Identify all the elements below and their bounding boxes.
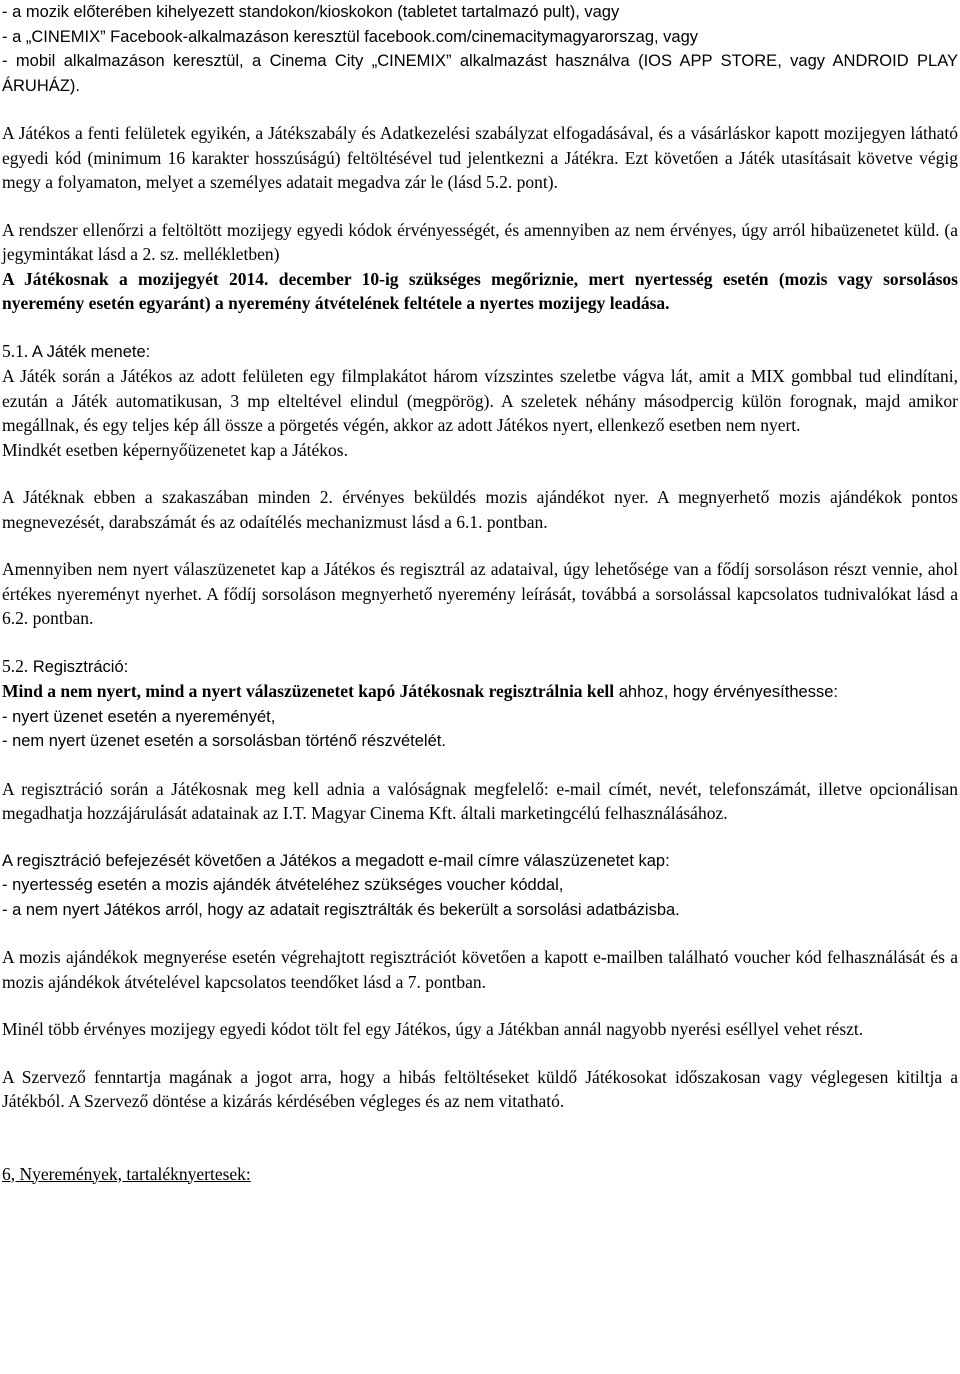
section-heading-5-1 — [2, 339, 958, 365]
paragraph-game-message: Mindkét esetben képernyőüzenetet kap a Játékos. — [2, 439, 348, 460]
paragraph-stage — [2, 485, 958, 534]
list-item: - nem nyert üzenet esetén a sorsolásban történő részvételét. — [2, 732, 446, 750]
paragraph-registration — [2, 679, 958, 705]
paragraph-more-codes: Minél több érvényes mozijegy egyedi kódot tölt fel egy Játékos, úgy a Játékban annál nagyobb nyerési eséllyel vehet részt. — [2, 1019, 864, 1039]
registration-list — [2, 705, 958, 754]
paragraph-voucher: A mozis ajándékok megnyerése esetén végrehajtott regisztrációt követően a kapott e-mailben található voucher kód felhasználását és a mozis ajándékok átvételével kapcsolatos teendőket lásd a 7. pontban. — [2, 947, 958, 992]
list-item: - nyert üzenet esetén a nyereményét, — [2, 707, 276, 726]
paragraph-login-b: Ezt követően a Játék utasításait követve végig megy a folyamaton, melyet a személyes adatait megadva zár le (lásd 5.2. pont). — [2, 147, 958, 192]
section-number: 5.2. — [2, 655, 29, 676]
paragraph-no-win — [2, 557, 958, 631]
paragraph-code-check: A rendszer ellenőrzi a feltöltött mozijegy egyedi kódok érvényességét, és amennyiben az nem érvényes, úgy arról hibaüzenetet küld. (a jegymintákat lásd a 2. sz. mellékletben) — [2, 219, 958, 264]
paragraph-game-flow-a: A Játék során a Játékos az adott felületen egy filmplakátot három vízszintes szeletbe vágva lát, amit a MIX gombbal tud elindítani, ezután a Játék automatikusan, 3 mp elteltével elindul (megpörög). — [2, 366, 958, 411]
paragraph-organizer-a: A Szervező fenntartja magának a jogot arra, hogy a hibás feltöltéseket küldő Játékosokat időszakosan vagy véglegesen kitiltja a Játékból. — [2, 1066, 958, 1111]
registration-required-text: Mind a nem nyert, mind a nyert válaszüzenetet kapó Játékosnak regisztrálnia kell — [2, 681, 615, 701]
list-item: - a nem nyert Játékos arról, hogy az adatait regisztrálták és bekerült a sorsolási adatbázisba. — [2, 900, 680, 919]
intro-list-item: - a „CINEMIX” Facebook-alkalmazáson keresztül facebook.com/cinemacitymagyarorszag, vagy — [2, 27, 699, 46]
after-registration-list — [2, 873, 958, 922]
section-number: 5.1. — [2, 340, 29, 361]
paragraph-no-win-b: A fődíj sorsoláson megnyerhető nyeremény leírását, továbbá a sorsolással kapcsolatos tudnivalókat lásd a 6.2. pontban. — [2, 583, 958, 628]
paragraph-after-registration: A regisztráció befejezését követően a Játékos a megadott e-mail címre válaszüzenetet kap: — [2, 851, 670, 870]
paragraph-organizer-b: A Szervező döntése a kizárás kérdésében végleges és az nem vitatható. — [64, 1091, 565, 1111]
paragraph-login — [2, 121, 958, 195]
paragraph-keep-ticket: A Játékosnak a mozijegyét 2014. december 10-ig szükséges megőriznie, mert nyertesség esetén (mozis vagy sorsolásos nyeremény esetén egyaránt) a nyeremény átvételének feltétele a nyertes mozijegy leadása. — [2, 268, 958, 313]
section-title: Regisztráció: — [28, 657, 129, 676]
paragraph-registration-data: A regisztráció során a Játékosnak meg kell adnia a valóságnak megfelelő: e-mail címét, nevét, telefonszámát, illetve opcionálisan megadhatja hozzájárulását adatainak az I.T. Magyar Cinema Kft. általi marketingcélú felhasználásához. — [2, 778, 958, 823]
section-heading-6: 6, Nyeremények, tartaléknyertesek: — [2, 1163, 251, 1184]
section-title: A Játék menete: — [28, 342, 151, 361]
paragraph-no-win-a: Amennyiben nem nyert válaszüzenetet kap a Játékos és regisztrál az adataival, úgy lehetősége van a fődíj sorsoláson részt vennie, ahol értékes nyereményt nyerhet. — [2, 559, 958, 604]
paragraph-game-flow — [2, 364, 958, 438]
paragraph-organizer — [2, 1065, 958, 1114]
intro-list-item: - mobil alkalmazáson keresztül, a Cinema City „CINEMIX” alkalmazást használva (IOS APP STORE, vagy ANDROID PLAY ÁRUHÁZ). — [2, 52, 958, 95]
paragraph-stage-b: A megnyerhető mozis ajándékok pontos megnevezését, darabszámát és az odaítélés mechanizmust lásd a 6.1. pontban. — [2, 487, 958, 532]
paragraph-stage-a: A Játéknak ebben a szakaszában minden 2. érvényes beküldés mozis ajándékot nyer. — [2, 487, 649, 507]
paragraph-game-flow-b: A szeletek néhány másodpercig külön forognak, majd amikor megállnak, és egy teljes kép áll össze a pörgetés végén, akkor az adott Játékos nyert, ellenkező esetben nem nyert. — [2, 390, 958, 435]
section-heading-5-2 — [2, 654, 958, 680]
list-item: - nyertesség esetén a mozis ajándék átvételéhez szükséges voucher kóddal, — [2, 876, 564, 894]
paragraph-login-a: A Játékos a fenti felületek egyikén, a Játékszabály és Adatkezelési szabályzat elfogadásával, és a vásárláskor kapott mozijegyen látható egyedi kód (minimum 16 karakter hosszúságú) feltöltésével tud jelentkezni a Játékra. — [2, 123, 958, 168]
intro-list — [2, 0, 958, 98]
intro-list-item: - a mozik előterében kihelyezett standokon/kioskokon (tabletet tartalmazó pult), vagy — [2, 3, 620, 21]
registration-rest-text: ahhoz, hogy érvényesíthesse: — [614, 683, 838, 701]
